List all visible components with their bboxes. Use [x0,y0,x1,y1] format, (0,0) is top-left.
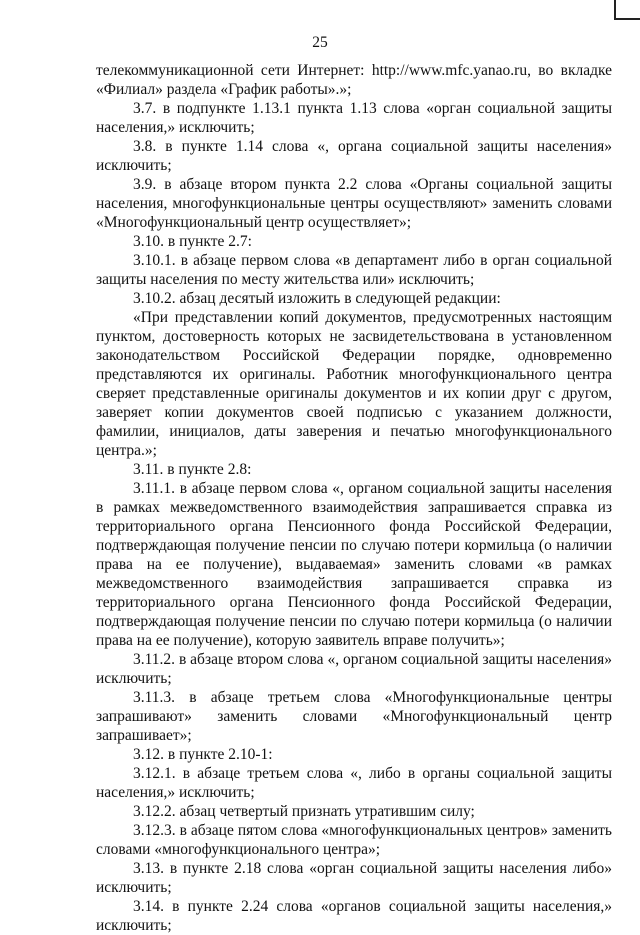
paragraph-3-12-3: 3.12.3. в абзаце пятом слова «многофункциональных центров» заменить словами «многофункционального центра»; [96,822,612,858]
paragraph-3-9: 3.9. в абзаце втором пункта 2.2 слова «Органы социальной защиты населения, многофункциональные центры осуществляют» заменить словами «Многофункциональный центр осуществляет»; [96,176,612,231]
paragraph-continuation: телекоммуникационной сети Интернет: http://www.mfc.yanao.ru, во вкладке «Филиал» раздела «График работы».»; [96,62,612,98]
paragraph-3-11-2: 3.11.2. в абзаце втором слова «, органом социальной защиты населения» исключить; [96,651,612,687]
paragraph-3-10-2: 3.10.2. абзац десятый изложить в следующей редакции: [133,290,501,307]
corner-mark [614,0,640,20]
paragraph-3-11-3: 3.11.3. в абзаце третьем слова «Многофункциональные центры запрашивают» заменить словами «Многофункциональный центр запрашивает»; [96,689,612,744]
paragraph-3-8: 3.8. в пункте 1.14 слова «, органа социальной защиты населения» исключить; [96,138,612,174]
paragraph-3-10: 3.10. в пункте 2.7: [133,233,252,250]
paragraph-3-12: 3.12. в пункте 2.10-1: [133,746,273,763]
paragraph-3-14: 3.14. в пункте 2.24 слова «органов социальной защиты населения,» исключить; [96,898,612,934]
page-number: 25 [312,34,328,51]
paragraph-3-13: 3.13. в пункте 2.18 слова «орган социальной защиты населения либо» исключить; [96,860,612,896]
paragraph-3-12-1: 3.12.1. в абзаце третьем слова «, либо в органы социальной защиты населения,» исключить; [96,765,612,801]
document-body [96,61,612,935]
paragraph-3-11-1: 3.11.1. в абзаце первом слова «, органом социальной защиты населения в рамках межведомственного взаимодействия запрашивается справка из территориального органа Пенсионного фонда Российской Федерации, подтверждающая получение пенсии по случаю потери кормильца (о наличии права на ее получение), выдаваемая» заменить словами «в рамках межведомственного взаимодействия запрашивается справка из территориального органа Пенсионного фонда Российской Федерации, подтверждающая получение пенсии по случаю потери кормильца (о наличии права на ее получение), которую заявитель вправе получить»; [96,480,612,649]
paragraph-3-12-2: 3.12.2. абзац четвертый признать утратившим силу; [133,803,475,820]
paragraph-3-11: 3.11. в пункте 2.8: [133,461,252,478]
paragraph-quote: «При представлении копий документов, предусмотренных настоящим пунктом, достоверность которых не засвидетельствована в установленном законодательством Российской Федерации порядке, одновременно представляются их оригиналы. Работник многофункционального центра сверяет представленные оригиналы документов и их копии друг с другом, заверяет копии документов своей подписью с указанием должности, фамилии, инициалов, даты заверения и печатью многофункционального центра.»; [96,309,612,459]
paragraph-3-10-1: 3.10.1. в абзаце первом слова «в департамент либо в орган социальной защиты населения по месту жительства или» исключить; [96,252,612,288]
paragraph-3-7: 3.7. в подпункте 1.13.1 пункта 1.13 слова «орган социальной защиты населения,» исключить; [96,100,612,136]
